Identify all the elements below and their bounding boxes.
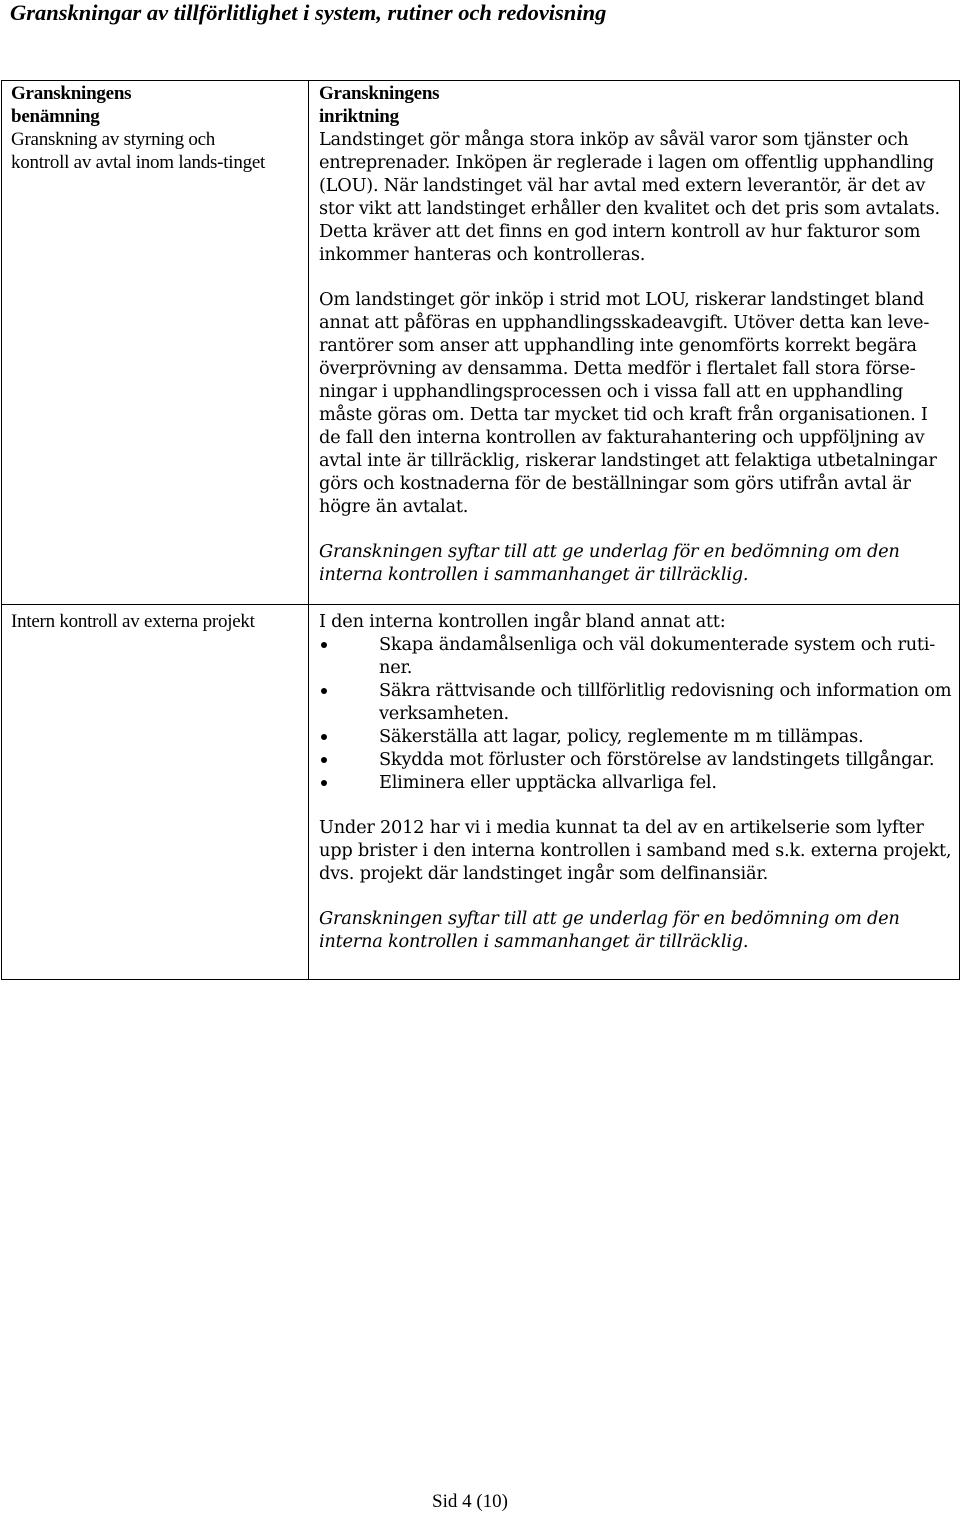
focus-cell — [309, 605, 960, 980]
page-number: Sid 4 (10) — [432, 1491, 508, 1512]
list-item — [319, 771, 953, 794]
list-item-text: Säkra rättvisande och tillförlitlig redovisning och information om verksamheten. — [379, 680, 952, 724]
table-row — [2, 81, 960, 605]
list-item-text: Säkerställa att lagar, policy, reglemente m m tillämpas. — [379, 726, 864, 747]
audit-name: Intern kontroll av externa projekt — [11, 611, 255, 632]
list-item — [319, 725, 953, 748]
bullet-icon — [321, 757, 327, 763]
column-header-name: Granskningens benämning — [11, 83, 132, 127]
paragraph: Landstinget gör många stora inköp av såväl varor som tjänster och entreprenader. Inköpen är reglerade i lagen om offentlig upphandling (LOU). När landstinget väl har avtal med extern leverantör, är det av stor vikt att landstinget erhåller den kvalitet och det pris som avtalats. Detta kräver att det finns en god intern kontroll av hur fakturor som inkommer hanteras och kontrolleras. — [319, 129, 940, 265]
paragraph: Om landstinget gör inköp i strid mot LOU, riskerar landstinget bland annat att påföras en upphandlingsskadeavgift. Utöver detta kan leve-rantörer som anser att upphandling inte genomförts korrekt begära överprövning av densamma. Detta medför i flertalet fall stora förse-ningar i upphandlingsprocessen och i vissa fall att en upphandling måste göras om. Detta tar mycket tid och kraft från organisationen. I de fall den interna kontrollen av fakturahantering och uppföljning av avtal inte är tillräcklig, riskerar landstinget att felaktiga utbetalningar görs och kostnaderna för de beställningar som görs utifrån avtal är högre än avtalat. — [319, 289, 937, 517]
bullet-icon — [321, 642, 327, 648]
name-cell — [2, 605, 309, 980]
audit-name: Granskning av styrning och kontroll av avtal inom lands-tinget — [11, 129, 266, 173]
audit-table — [1, 80, 960, 980]
table-row — [2, 605, 960, 980]
list-item-text: Eliminera eller upptäcka allvarliga fel. — [379, 772, 717, 793]
column-header-focus: Granskningens inriktning — [319, 83, 440, 127]
list-item — [319, 679, 953, 725]
list-item — [319, 633, 953, 679]
purpose-statement: Granskningen syftar till att ge underlag för en bedömning om den interna kontrollen i sammanhanget är tillräcklig. — [319, 541, 900, 585]
list-item — [319, 748, 953, 771]
bullet-icon — [321, 734, 327, 740]
list-item-text: Skydda mot förluster och förstörelse av landstingets tillgångar. — [379, 749, 935, 770]
paragraph: Under 2012 har vi i media kunnat ta del av en artikelserie som lyfter upp brister i den interna kontrollen i samband med s.k. externa projekt, dvs. projekt där landstinget ingår som delfinansiär. — [319, 817, 952, 884]
bullet-list — [319, 633, 953, 794]
name-cell — [2, 81, 309, 605]
list-item-text: Skapa ändamålsenliga och väl dokumenterade system och ruti-ner. — [379, 634, 936, 678]
focus-cell — [309, 81, 960, 605]
bullet-icon — [321, 780, 327, 786]
page-title: Granskningar av tillförlitlighet i system, rutiner och redovisning — [10, 0, 607, 25]
bullet-icon — [321, 688, 327, 694]
bullet-intro: I den interna kontrollen ingår bland annat att: — [319, 611, 726, 632]
purpose-statement: Granskningen syftar till att ge underlag för en bedömning om den interna kontrollen i sammanhanget är tillräcklig. — [319, 908, 900, 952]
